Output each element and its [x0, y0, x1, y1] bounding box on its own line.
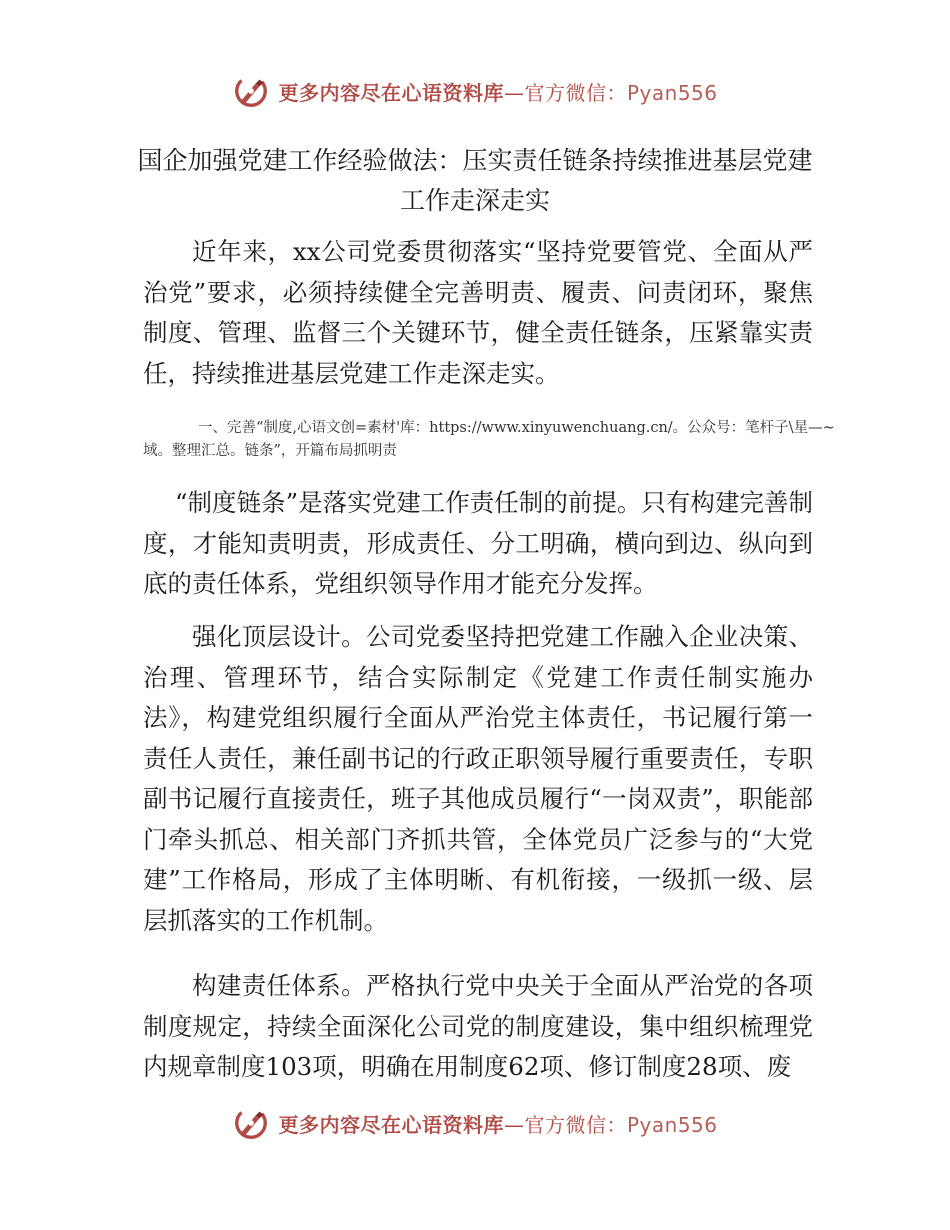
footer-banner	[0, 1100, 950, 1146]
header-banner	[0, 68, 950, 114]
body-paragraph: “制度链条”是落实党建工作责任制的前提。只有构建完善制度，才能知责明责，形成责任、分工明确，横向到边、纵向到底的责任体系，党组织领导作用才能充分发挥。	[143, 488, 813, 598]
document-title-line-2: 工作走深走实	[399, 186, 550, 215]
wechat-id: Pyan556	[626, 1112, 718, 1137]
pen-circle-logo-icon	[232, 72, 270, 110]
body-paragraph: 强化顶层设计。公司党委坚持把党建工作融入企业决策、治理、管理环节，结合实际制定《党建工作责任制实施办法》，构建党组织履行全面从严治党主体责任，书记履行第一责任人责任，兼任副书记的行政正职领导履行重要责任，专职副书记履行直接责任，班子其他成员履行“一岗双责”，职能部门牵头抓总、相关部门齐抓共管，全体党员广泛参与的“大党建”工作格局，形成了主体明晰、有机衔接，一级抓一级、层层抓落实的工作机制。	[143, 622, 813, 935]
pen-circle-logo-icon	[232, 1104, 270, 1142]
document-title-line-1: 国企加强党建工作经验做法：压实责任链条持续推进基层党建	[137, 146, 813, 175]
wechat-id: Pyan556	[626, 80, 718, 105]
banner-text: 更多内容尽在心语资料库—官方微信：Pyan556	[278, 80, 718, 105]
banner-text: 更多内容尽在心语资料库—官方微信：Pyan556	[278, 1112, 718, 1137]
intro-paragraph: 近年来，xx公司党委贯彻落实“坚持党要管党、全面从严治党”要求，必须持续健全完善明责、履责、问责闭环，聚焦制度、管理、监督三个关键环节，健全责任链条，压紧靠实责任，持续推进基层党建工作走深走实。	[143, 237, 813, 388]
section-heading: 一、完善“制度,心语文创=素材'库：https://www.xinyuwenchuang.cn/。公众号：笔杆子\星—~域。整理汇总。链条”，开篇布局抓明责	[143, 420, 835, 459]
body-paragraph: 构建责任体系。严格执行党中央关于全面从严治党的各项制度规定，持续全面深化公司党的制度建设，集中组织梳理党内规章制度103项，明确在用制度62项、修订制度28项、废	[143, 971, 813, 1081]
